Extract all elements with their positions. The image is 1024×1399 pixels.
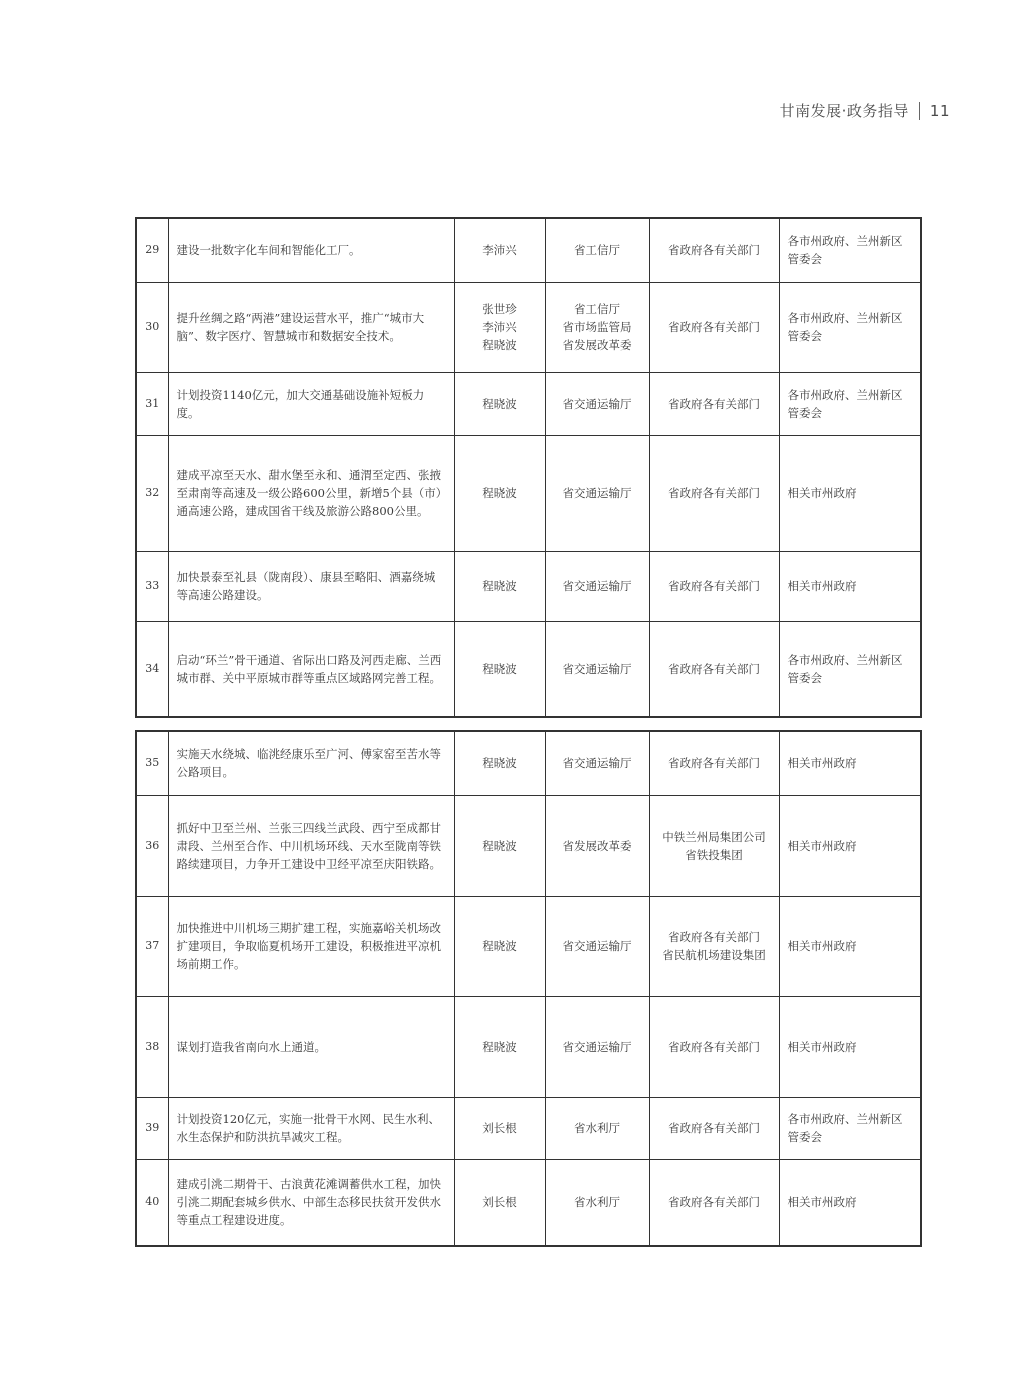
responsible-units: 相关市州政府 [779, 896, 921, 996]
lead-department-line: 省水利厅 [574, 1195, 620, 1210]
lead-department-line: 省交通运输厅 [562, 579, 632, 593]
lead-department-line: 省交通运输厅 [562, 661, 632, 676]
task-description: 建设一批数字化车间和智能化工厂。 [168, 218, 454, 282]
responsible-units: 相关市州政府 [779, 551, 921, 621]
lead-official-line: 李沛兴 [482, 320, 517, 334]
lead-department [545, 1159, 649, 1246]
cooperating-units-line: 省政府各有关部门 [668, 320, 760, 334]
cooperating-units [649, 218, 779, 282]
cooperating-units [649, 795, 779, 896]
cooperating-units [649, 282, 779, 372]
cooperating-units [649, 372, 779, 435]
task-description: 谋划打造我省南向水上通道。 [168, 996, 454, 1097]
page-header [780, 100, 950, 121]
lead-official-line: 程晓波 [482, 756, 517, 771]
lead-department [545, 731, 649, 795]
row-number: 35 [136, 731, 168, 795]
responsible-units: 各市州政府、兰州新区管委会 [779, 282, 921, 372]
journal-title: 甘南发展·政务指导 [779, 102, 909, 120]
lead-department [545, 1097, 649, 1159]
lead-official [454, 372, 545, 435]
cooperating-units [649, 896, 779, 996]
lead-official-line: 程晓波 [482, 338, 517, 352]
lead-official-line: 张世珍 [482, 302, 517, 316]
row-number: 30 [136, 282, 168, 372]
cooperating-units [649, 551, 779, 621]
lead-department [545, 282, 649, 372]
lead-official [454, 621, 545, 717]
lead-department-line: 省工信厅 [574, 302, 620, 316]
lead-department-line: 省交通运输厅 [562, 756, 632, 771]
task-description: 启动“环兰”骨干通道、省际出口路及河西走廊、兰西城市群、关中平原城市群等重点区域路网完善工程。 [168, 621, 454, 717]
row-number: 34 [136, 621, 168, 717]
cooperating-units [649, 996, 779, 1097]
cooperating-units-line: 省民航机场建设集团 [662, 948, 766, 962]
table-row [136, 372, 921, 435]
lead-official-line: 程晓波 [482, 661, 517, 676]
row-number: 40 [136, 1159, 168, 1246]
lead-official-line: 程晓波 [482, 1039, 517, 1054]
cooperating-units-line: 省铁投集团 [685, 847, 743, 862]
cooperating-units [649, 621, 779, 717]
task-description: 建成平凉至天水、甜水堡至永和、通渭至定西、张掖至肃南等高速及一级公路600公里，新增5个县（市）通高速公路，建成国省干线及旅游公路800公里。 [168, 435, 454, 551]
responsible-units: 相关市州政府 [779, 795, 921, 896]
task-table-upper [135, 217, 922, 718]
lead-department-line: 省交通运输厅 [562, 396, 632, 411]
page-number: 11 [929, 101, 950, 120]
responsible-units: 各市州政府、兰州新区管委会 [779, 621, 921, 717]
table-row [136, 551, 921, 621]
row-number: 33 [136, 551, 168, 621]
cooperating-units-line: 省政府各有关部门 [668, 661, 760, 676]
lead-department-line: 省市场监管局 [562, 320, 632, 334]
responsible-units: 相关市州政府 [779, 435, 921, 551]
cooperating-units-line: 省政府各有关部门 [668, 1121, 760, 1135]
lead-official [454, 218, 545, 282]
table-row [136, 1159, 921, 1246]
responsible-units: 各市州政府、兰州新区管委会 [779, 372, 921, 435]
row-number: 36 [136, 795, 168, 896]
lead-official-line: 刘长根 [482, 1195, 517, 1210]
lead-department [545, 551, 649, 621]
lead-official [454, 896, 545, 996]
lead-official [454, 282, 545, 372]
cooperating-units-line: 省政府各有关部门 [668, 243, 760, 258]
cooperating-units [649, 1097, 779, 1159]
table-row [136, 731, 921, 795]
task-description: 建成引洮二期骨干、古浪黄花滩调蓄供水工程，加快引洮二期配套城乡供水、中部生态移民扶贫开发供水等重点工程建设进度。 [168, 1159, 454, 1246]
task-description: 加快景泰至礼县（陇南段）、康县至略阳、酒嘉绕城等高速公路建设。 [168, 551, 454, 621]
lead-department [545, 218, 649, 282]
lead-official-line: 程晓波 [482, 838, 517, 853]
cooperating-units-line: 省政府各有关部门 [668, 396, 760, 411]
cooperating-units-line: 省政府各有关部门 [668, 930, 760, 944]
lead-department [545, 996, 649, 1097]
row-number: 31 [136, 372, 168, 435]
lead-official-line: 程晓波 [482, 396, 517, 411]
lead-department-line: 省交通运输厅 [562, 486, 632, 500]
row-number: 39 [136, 1097, 168, 1159]
lead-department-line: 省发展改革委 [562, 338, 632, 352]
row-number: 38 [136, 996, 168, 1097]
table-row [136, 282, 921, 372]
table-row [136, 218, 921, 282]
responsible-units: 各市州政府、兰州新区管委会 [779, 218, 921, 282]
lead-official-line: 刘长根 [482, 1121, 517, 1135]
cooperating-units-line: 中铁兰州局集团公司 [662, 829, 766, 844]
lead-official [454, 435, 545, 551]
lead-department-line: 省交通运输厅 [562, 939, 632, 953]
cooperating-units-line: 省政府各有关部门 [668, 1195, 760, 1210]
cooperating-units [649, 731, 779, 795]
responsible-units: 相关市州政府 [779, 996, 921, 1097]
lead-department [545, 435, 649, 551]
lead-official [454, 1097, 545, 1159]
table-row [136, 435, 921, 551]
cooperating-units [649, 435, 779, 551]
responsible-units: 相关市州政府 [779, 1159, 921, 1246]
row-number: 29 [136, 218, 168, 282]
lead-department-line: 省交通运输厅 [562, 1039, 632, 1054]
lead-official [454, 551, 545, 621]
lead-department-line: 省水利厅 [574, 1121, 620, 1135]
lead-official [454, 996, 545, 1097]
responsible-units: 各市州政府、兰州新区管委会 [779, 1097, 921, 1159]
row-number: 32 [136, 435, 168, 551]
cooperating-units-line: 省政府各有关部门 [668, 756, 760, 771]
task-table-lower [135, 730, 922, 1247]
lead-official-line: 程晓波 [482, 486, 517, 500]
table-row [136, 621, 921, 717]
table-row [136, 996, 921, 1097]
cooperating-units-line: 省政府各有关部门 [668, 486, 760, 500]
cooperating-units [649, 1159, 779, 1246]
task-description: 计划投资1140亿元，加大交通基础设施补短板力度。 [168, 372, 454, 435]
task-description: 提升丝绸之路“两港”建设运营水平，推广“城市大脑”、数字医疗、智慧城市和数据安全技术。 [168, 282, 454, 372]
task-description: 加快推进中川机场三期扩建工程，实施嘉峪关机场改扩建项目，争取临夏机场开工建设，积极推进平凉机场前期工作。 [168, 896, 454, 996]
lead-official [454, 795, 545, 896]
lead-official-line: 程晓波 [482, 579, 517, 593]
lead-department [545, 896, 649, 996]
task-description: 抓好中卫至兰州、兰张三四线兰武段、西宁至成都甘肃段、兰州至合作、中川机场环线、天水至陇南等铁路续建项目，力争开工建设中卫经平凉至庆阳铁路。 [168, 795, 454, 896]
lead-department-line: 省工信厅 [574, 243, 620, 258]
lead-department [545, 621, 649, 717]
cooperating-units-line: 省政府各有关部门 [668, 1039, 760, 1054]
task-description: 计划投资120亿元，实施一批骨干水网、民生水利、水生态保护和防洪抗旱减灾工程。 [168, 1097, 454, 1159]
lead-official-line: 李沛兴 [482, 243, 517, 258]
table-row [136, 896, 921, 996]
table-row [136, 1097, 921, 1159]
lead-department [545, 372, 649, 435]
lead-official-line: 程晓波 [482, 939, 517, 953]
header-divider [919, 102, 920, 120]
cooperating-units-line: 省政府各有关部门 [668, 579, 760, 593]
task-description: 实施天水绕城、临洮经康乐至广河、傅家窑至苦水等公路项目。 [168, 731, 454, 795]
responsible-units: 相关市州政府 [779, 731, 921, 795]
lead-official [454, 731, 545, 795]
lead-department-line: 省发展改革委 [562, 838, 632, 853]
table-row [136, 795, 921, 896]
lead-department [545, 795, 649, 896]
row-number: 37 [136, 896, 168, 996]
lead-official [454, 1159, 545, 1246]
